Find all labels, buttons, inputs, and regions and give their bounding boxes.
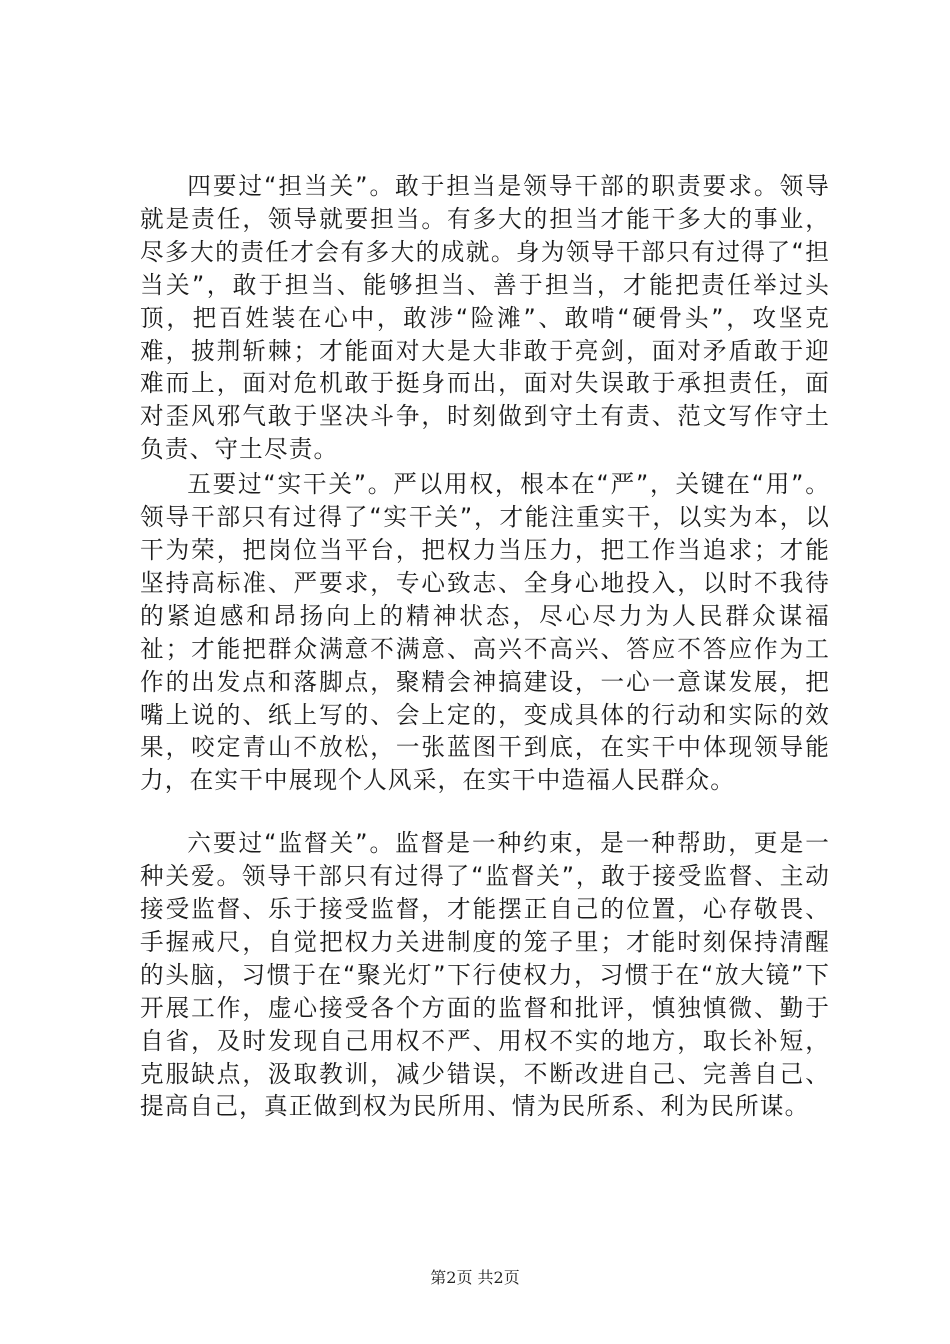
paragraph-shigan: 五要过“实干关”。严以用权，根本在“严”，关键在“用”。领导干部只有过得了“实干关”，才能注重实干，以实为本，以干为荣，把岗位当平台，把权力当压力，把工作当追求；才能坚持高标准、严要求，专心致志、全身心地投入，以时不我待的紧迫感和昂扬向上的精神状态，尽心尽力为人民群众谋福祉；才能把群众满意不满意、高兴不高兴、答应不答应作为工作的出发点和落脚点，聚精会神搞建设，一心一意谋发展，把嘴上说的、纸上写的、会上定的，变成具体的行动和实际的效果，咬定青山不放松，一张蓝图干到底，在实干中体现领导能力，在实干中展现个人风采，在实干中造福人民群众。 bbox=[140, 470, 830, 795]
page-footer: 第2页 共2页 bbox=[430, 1268, 520, 1287]
document-body bbox=[140, 170, 830, 1123]
paragraph-dandang: 四要过“担当关”。敢于担当是领导干部的职责要求。领导就是责任，领导就要担当。有多大的担当才能干多大的事业，尽多大的责任才会有多大的成就。身为领导干部只有过得了“担当关”，敢于担当、能够担当、善于担当，才能把责任举过头顶，把百姓装在心中，敢涉“险滩”、敢啃“硬骨头”，攻坚克难，披荆斩棘；才能面对大是大非敢于亮剑，面对矛盾敢于迎难而上，面对危机敢于挺身而出，面对失误敢于承担责任，面对歪风邪气敢于坚决斗争，时刻做到守土有责、范文写作守土负责、守土尽责。 bbox=[140, 172, 830, 464]
paragraph-jiandu: 六要过“监督关”。监督是一种约束，是一种帮助，更是一种关爱。领导干部只有过得了“监督关”，敢于接受监督、主动接受监督、乐于接受监督，才能摆正自己的位置，心存敬畏、手握戒尺，自觉把权力关进制度的笼子里；才能时刻保持清醒的头脑，习惯于在“聚光灯”下行使权力，习惯于在“放大镜”下开展工作，虚心接受各个方面的监督和批评，慎独慎微、勤于自省，及时发现自己用权不严、用权不实的地方，取长补短，克服缺点，汲取教训，减少错误，不断改进自己、完善自己、提高自己，真正做到权为民所用、情为民所系、利为民所谋。 bbox=[140, 829, 830, 1121]
